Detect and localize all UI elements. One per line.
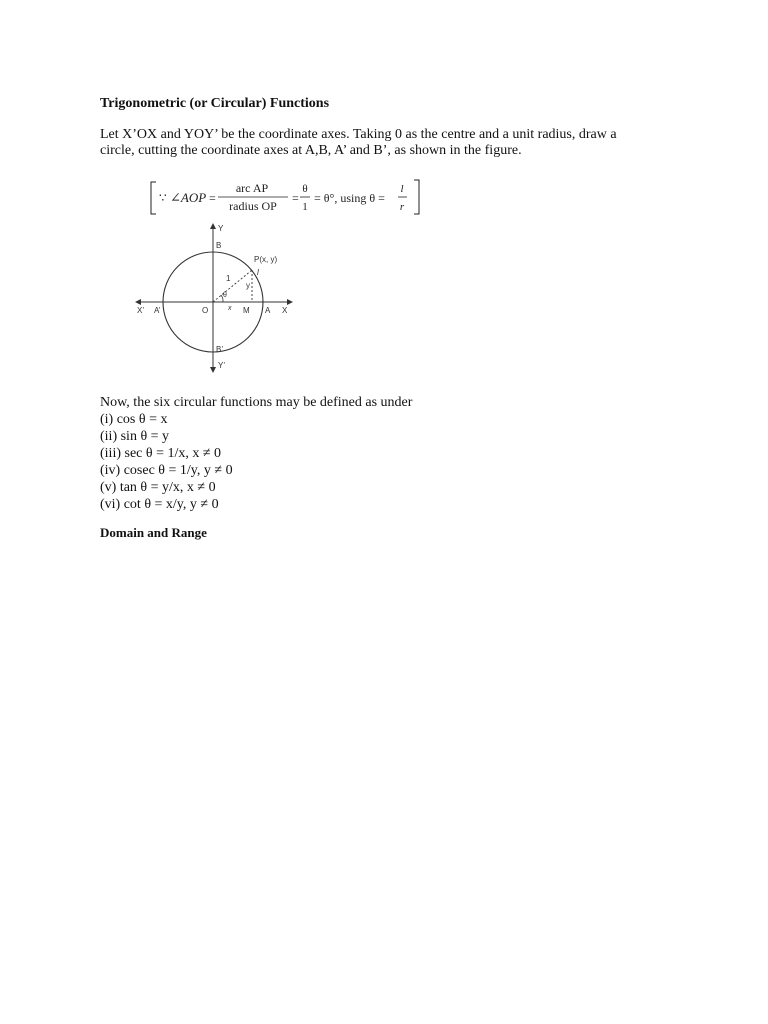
section-heading-domain-range: Domain and Range [100,525,207,540]
intro-paragraph [100,127,680,159]
fraction-numerator-l: l [400,183,404,195]
label-m: M [243,306,250,315]
definition-item: (iii) sec θ = 1/x, x ≠ 0 [100,446,222,461]
definition-item: (iv) cosec θ = 1/y, y ≠ 0 [100,463,233,478]
x-axis-right-arrow [287,299,293,305]
fraction-denominator-r: r [399,201,405,213]
label-p: P(x, y) [254,255,278,264]
label-y-prime: Y’ [218,361,226,370]
unit-circle-figure [130,220,310,376]
page-title: Trigonometric (or Circular) Functions [100,96,330,111]
label-y: Y [218,224,224,233]
fraction-denominator-radius: radius OP [229,199,277,213]
label-one: 1 [226,274,231,283]
label-theta: θ [223,292,227,299]
angle-aop: ∠AOP [170,190,207,205]
equals-1: = [209,191,216,205]
y-axis-up-arrow [210,223,216,229]
fraction-numerator-theta: θ [302,183,308,195]
label-y-small: y [246,281,250,290]
definitions-block [100,394,412,513]
label-a-prime: A’ [154,306,161,315]
label-b-prime: B’ [216,345,224,354]
definitions-intro: Now, the six circular functions may be defined as under [100,395,413,410]
label-x: X [282,306,288,315]
equals-2: = [292,191,299,205]
label-arc-l: l [257,268,259,277]
label-x-prime: X’ [137,306,145,315]
formula-rhs: = θ°, using θ = [314,191,385,205]
fraction-numerator-arc: arc AP [235,181,269,195]
label-x-small: x [228,305,232,312]
definition-item: (ii) sin θ = y [100,429,170,444]
label-o: O [202,306,209,315]
label-b: B [216,241,222,250]
angle-formula [148,176,428,218]
y-axis-down-arrow [210,367,216,373]
intro-line-2: circle, cutting the coordinate axes at A,B, A’ and B’, as shown in the figure. [100,143,522,158]
definition-item: (i) cos θ = x [100,412,168,427]
definition-item: (vi) cot θ = x/y, y ≠ 0 [100,497,219,512]
because-symbol: ∵ [159,191,167,205]
label-a: A [265,306,271,315]
intro-line-1: Let X’OX and YOY’ be the coordinate axes. Taking 0 as the centre and a unit radius, draw a [100,127,617,142]
fraction-denominator-one: 1 [302,201,308,213]
x-axis-left-arrow [135,299,141,305]
definition-item: (v) tan θ = y/x, x ≠ 0 [100,480,216,495]
